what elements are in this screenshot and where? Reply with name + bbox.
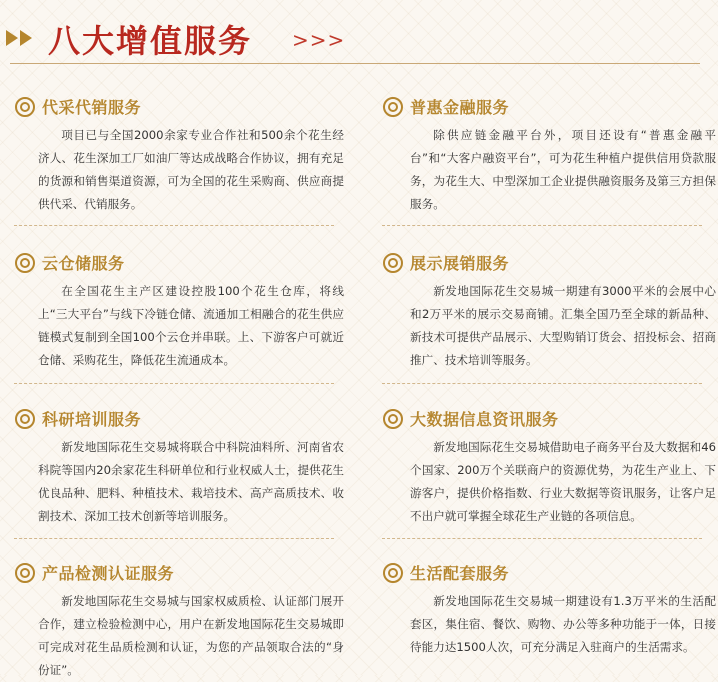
service-title: 普惠金融服务	[410, 98, 510, 117]
service-title: 展示展销服务	[410, 254, 510, 273]
service-title: 产品检测认证服务	[42, 564, 175, 583]
target-icon	[382, 562, 404, 584]
service-title: 科研培训服务	[42, 410, 142, 429]
service-description: 新发地国际花生交易城将联合中科院油料所、河南省农科院等国内20余家花生科研单位和行业权威人士，提供花生优良品种、肥料、种植技术、栽培技术、高产高质技术、收割技术、深加工技术创新等培训服务。	[38, 440, 344, 523]
row-divider	[14, 383, 334, 384]
double-arrow-icon	[6, 28, 46, 48]
service-title: 大数据信息资讯服务	[410, 410, 559, 429]
service-description: 除供应链金融平台外，项目还设有“普惠金融平台”和“大客户融资平台”，可为花生种植户提供信用贷款服务，为花生大、中型深加工企业提供融资服务及第三方担保服务。	[410, 128, 716, 211]
section-header	[0, 0, 718, 70]
target-icon	[382, 252, 404, 274]
service-description: 新发地国际花生交易城与国家权威质检、认证部门展开合作，建立检验检测中心，用户在新发地国际花生交易城即可完成对花生品质检测和认证，为您的产品领取合法的“身份证”。	[38, 594, 344, 677]
service-description: 在全国花生主产区建设控股100个花生仓库，将线上“三大平台”与线下冷链仓储、流通加工相融合的花生供应链模式复制到全国100个云仓并串联。上、下游客户可就近仓储、采购花生，降低花生流通成本。	[38, 284, 344, 367]
row-divider	[14, 225, 334, 226]
row-divider	[382, 538, 702, 539]
target-icon	[382, 408, 404, 430]
row-divider	[382, 225, 702, 226]
service-description: 项目已与全国2000余家专业合作社和500余个花生经济人、花生深加工厂如油厂等达成战略合作协议，拥有充足的货源和销售渠道资源，可为全国的花生采购商、供应商提供代采、代销服务。	[38, 128, 344, 211]
service-title: 云仓储服务	[42, 254, 125, 273]
more-arrows: >>>	[292, 28, 346, 52]
row-divider	[14, 538, 334, 539]
page-title: 八大增值服务	[48, 22, 253, 60]
header-divider	[10, 63, 700, 64]
service-title: 生活配套服务	[410, 564, 510, 583]
target-icon	[14, 408, 36, 430]
service-title: 代采代销服务	[42, 98, 142, 117]
target-icon	[14, 562, 36, 584]
target-icon	[14, 96, 36, 118]
service-description: 新发地国际花生交易城一期建设有1.3万平米的生活配套区，集住宿、餐饮、购物、办公等多种功能于一体，日接待能力达1500人次，可充分满足入驻商户的生活需求。	[410, 594, 716, 654]
row-divider	[382, 383, 702, 384]
service-description: 新发地国际花生交易城一期建有3000平米的会展中心和2万平米的展示交易商铺。汇集全国乃至全球的新品种、新技术可提供产品展示、大型购销订货会、招投标会、招商推广、技术培训等服务。	[410, 284, 716, 367]
target-icon	[14, 252, 36, 274]
target-icon	[382, 96, 404, 118]
service-description: 新发地国际花生交易城借助电子商务平台及大数据和46个国家、200万个关联商户的资源优势，为花生产业上、下游客户，提供价格指数、行业大数据等资讯服务，让客户足不出户就可掌握全球花生产业链的各项信息。	[410, 440, 716, 523]
